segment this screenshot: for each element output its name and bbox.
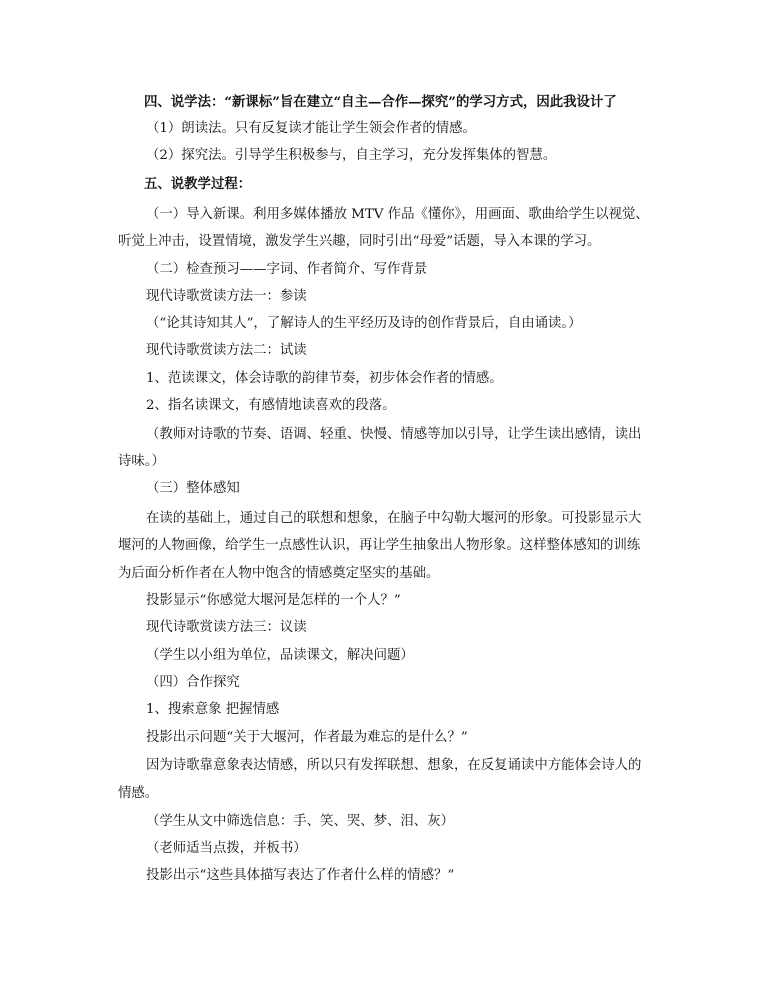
paragraph-line: （老师适当点拨，并板书） bbox=[146, 841, 307, 856]
paragraph-line: 因为诗歌靠意象表达情感，所以只有发挥联想、想象，在反复诵读中方能体会诗人的 bbox=[146, 758, 642, 773]
paragraph-line: （教师对诗歌的节奏、语调、轻重、快慢、情感等加以引导，让学生读出感情，读出 bbox=[146, 427, 642, 442]
paragraph-line: 2、指名读课文，有感情地读喜欢的段落。 bbox=[146, 398, 396, 413]
section-heading-study-method: 四、说学法：“新课标”旨在建立“自主—合作—探究”的学习方式，因此我设计了 bbox=[144, 94, 617, 110]
paragraph-line: 1、范读课文，体会诗歌的韵律节奏，初步体会作者的情感。 bbox=[146, 371, 503, 386]
paragraph-line: （学生从文中筛选信息：手、笑、哭、梦、泪、灰） bbox=[146, 814, 454, 829]
paragraph-line: 诗味。） bbox=[118, 454, 165, 469]
paragraph-line: （1）朗读法。只有反复读才能让学生领会作者的情感。 bbox=[146, 121, 476, 136]
paragraph-line: 现代诗歌赏读方法二：试读 bbox=[146, 343, 307, 358]
section-heading-teaching-process: 五、说教学过程： bbox=[144, 176, 252, 192]
paragraph-line: 1、搜索意象 把握情感 bbox=[146, 702, 280, 717]
paragraph-line: 投影显示“你感觉大堰河是怎样的一个人？” bbox=[146, 593, 401, 608]
paragraph-line: （“论其诗知其人”，了解诗人的生平经历及诗的创作背景后，自由诵读。） bbox=[146, 316, 582, 331]
paragraph-line: 投影出示“这些具体描写表达了作者什么样的情感？” bbox=[146, 868, 455, 883]
paragraph-line: （一）导入新课。利用多媒体播放 MTV 作品《懂你》，用画面、歌曲给学生以视觉、 bbox=[146, 207, 649, 222]
subsection-heading: （三）整体感知 bbox=[146, 481, 240, 496]
paragraph-line: 现代诗歌赏读方法三：议读 bbox=[146, 620, 307, 635]
paragraph-line: 堰河的人物画像，给学生一点感性认识，再让学生抽象出人物形象。这样整体感知的训练 bbox=[118, 538, 641, 553]
paragraph-line: 听觉上冲击，设置情境，激发学生兴趣，同时引出“母爱”话题，导入本课的学习。 bbox=[118, 234, 601, 249]
paragraph-line: 在读的基础上，通过自己的联想和想象，在脑子中勾勒大堰河的形象。可投影显示大 bbox=[146, 511, 642, 526]
paragraph-line: （2）探究法。引导学生积极参与，自主学习，充分发挥集体的智慧。 bbox=[146, 148, 557, 163]
subsection-heading: （二）检查预习——字词、作者简介、写作背景 bbox=[146, 262, 428, 277]
paragraph-line: 投影出示问题“关于大堰河，作者最为难忘的是什么？” bbox=[146, 730, 468, 745]
paragraph-line: （学生以小组为单位，品读课文，解决问题） bbox=[146, 648, 414, 663]
subsection-heading: （四）合作探究 bbox=[146, 675, 240, 690]
paragraph-line: 情感。 bbox=[118, 786, 159, 801]
paragraph-line: 为后面分析作者在人物中饱含的情感奠定坚实的基础。 bbox=[118, 566, 440, 581]
paragraph-line: 现代诗歌赏读方法一：参读 bbox=[146, 289, 307, 304]
